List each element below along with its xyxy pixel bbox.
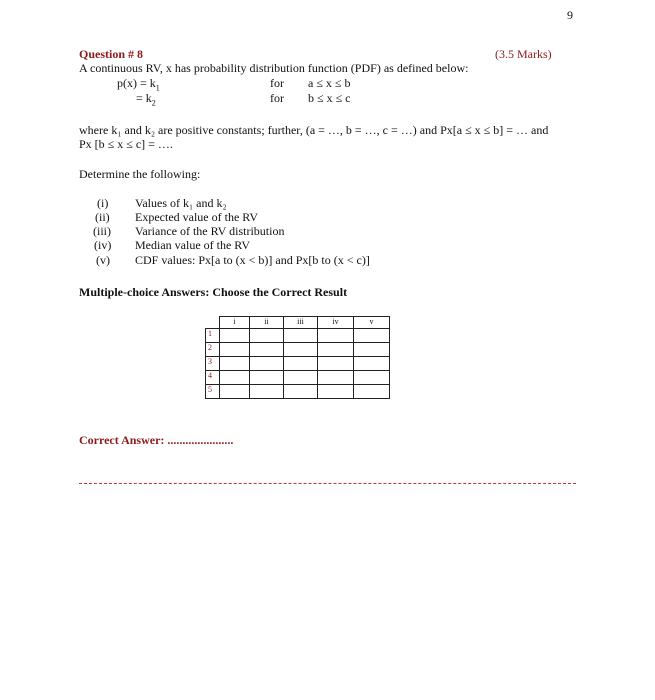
- answer-cell[interactable]: [318, 371, 354, 385]
- item-text: Median value of the RV: [135, 238, 251, 252]
- row-label: 3: [206, 357, 220, 371]
- answer-cell[interactable]: [284, 357, 318, 371]
- answer-cell[interactable]: [220, 357, 250, 371]
- row-label: 4: [206, 371, 220, 385]
- answer-cell[interactable]: [318, 343, 354, 357]
- answer-cell[interactable]: [284, 385, 318, 399]
- question-marks: (3.5 Marks): [495, 47, 552, 61]
- answer-cell[interactable]: [318, 329, 354, 343]
- answer-cell[interactable]: [250, 343, 284, 357]
- answer-cell[interactable]: [250, 329, 284, 343]
- row-label: 5: [206, 385, 220, 399]
- column-header: iv: [318, 317, 354, 329]
- answer-cell[interactable]: [220, 329, 250, 343]
- answer-cell[interactable]: [318, 385, 354, 399]
- answer-cell[interactable]: [220, 371, 250, 385]
- item-text: Values of k₁ and k₂: [135, 196, 227, 210]
- item-number: (iii): [93, 224, 111, 238]
- answer-cell[interactable]: [284, 343, 318, 357]
- answer-cell[interactable]: [354, 329, 390, 343]
- section-divider: [79, 483, 576, 484]
- table-header-row: [206, 317, 390, 329]
- answer-cell[interactable]: [284, 329, 318, 343]
- table-row: [206, 343, 390, 357]
- question-title: Question # 8: [79, 47, 144, 61]
- page-number: 9: [567, 8, 573, 22]
- answer-cell[interactable]: [220, 343, 250, 357]
- row-label: 1: [206, 329, 220, 343]
- answer-cell[interactable]: [250, 385, 284, 399]
- question-intro: A continuous RV, x has probability distribution function (PDF) as defined below:: [79, 61, 469, 75]
- answer-cell[interactable]: [318, 357, 354, 371]
- multiple-choice-heading: Multiple-choice Answers: Choose the Correct Result: [79, 285, 348, 299]
- item-number: (iv): [94, 238, 112, 252]
- answer-cell[interactable]: [354, 385, 390, 399]
- item-number: (ii): [95, 210, 110, 224]
- answer-table: [205, 316, 390, 399]
- answer-cell[interactable]: [354, 357, 390, 371]
- pdf-lhs-2: = $k_2$: [136, 91, 156, 108]
- table-row: [206, 357, 390, 371]
- table-corner: [206, 317, 220, 329]
- determine-heading: Determine the following:: [79, 167, 201, 181]
- item-number: (v): [96, 253, 110, 267]
- pdf-for-1: for: [270, 76, 284, 90]
- table-row: [206, 329, 390, 343]
- item-text: Expected value of the RV: [135, 210, 258, 224]
- item-number: (i): [97, 196, 109, 210]
- pdf-lhs-1: $p(x) = k_1$: [117, 76, 160, 93]
- answer-cell[interactable]: [354, 371, 390, 385]
- where-line-1: where k₁ and k₂ are positive constants; further, (a = …, b = …, c = …) and Px[a ≤ x ≤ b] = … and: [79, 123, 549, 137]
- row-label: 2: [206, 343, 220, 357]
- answer-cell[interactable]: [250, 371, 284, 385]
- pdf-range-2: b ≤ x ≤ c: [308, 91, 351, 105]
- item-text: Variance of the RV distribution: [135, 224, 285, 238]
- item-text: CDF values: Px[a to (x < b)] and Px[b to (x < c)]: [135, 253, 370, 267]
- table-row: [206, 371, 390, 385]
- column-header: ii: [250, 317, 284, 329]
- answer-cell[interactable]: [220, 385, 250, 399]
- answer-cell[interactable]: [354, 343, 390, 357]
- pdf-range-1: a ≤ x ≤ b: [308, 76, 351, 90]
- column-header: iii: [284, 317, 318, 329]
- answer-cell[interactable]: [250, 357, 284, 371]
- column-header: i: [220, 317, 250, 329]
- correct-answer-label: Correct Answer: ......................: [79, 433, 234, 447]
- pdf-for-2: for: [270, 91, 284, 105]
- table-row: [206, 385, 390, 399]
- column-header: v: [354, 317, 390, 329]
- answer-cell[interactable]: [284, 371, 318, 385]
- where-line-2: Px [b ≤ x ≤ c] = ….: [79, 137, 173, 151]
